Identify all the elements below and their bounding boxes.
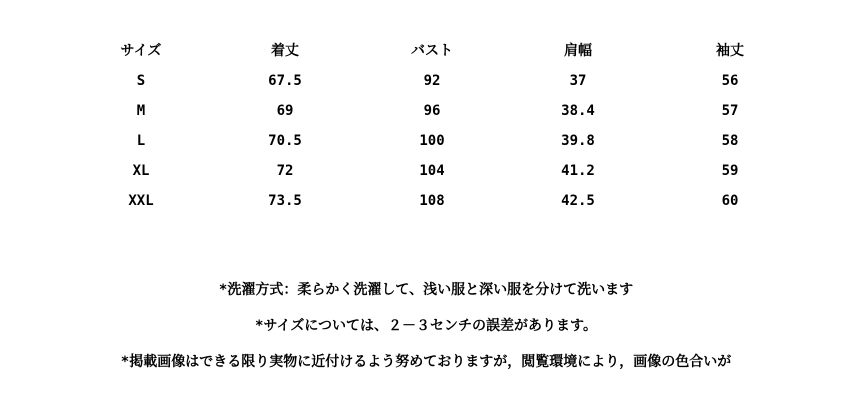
cell-shoulder: 38.4 (561, 103, 595, 119)
table-row (74, 186, 806, 216)
cell-length: 67.5 (268, 73, 302, 89)
cell-length: 73.5 (268, 193, 302, 209)
cell-sleeve: 58 (721, 133, 739, 149)
table-header-row (74, 36, 806, 66)
cell-size: XXL (128, 193, 154, 209)
header-shoulder: 肩幅 (564, 43, 592, 59)
cell-length: 69 (276, 103, 294, 119)
table-row (74, 126, 806, 156)
size-tolerance-note: *サイズについては、２－３センチの誤差があります。 (255, 318, 597, 334)
size-table (74, 36, 806, 216)
header-sleeve: 袖丈 (716, 43, 744, 59)
table-row (74, 66, 806, 96)
header-bust: バスト (411, 43, 453, 59)
header-size: サイズ (120, 43, 162, 59)
cell-sleeve: 60 (721, 193, 739, 209)
cell-size: L (136, 133, 146, 149)
cell-sleeve: 59 (721, 163, 739, 179)
cell-bust: 100 (419, 133, 445, 149)
notes-section (0, 282, 852, 390)
cell-sleeve: 57 (721, 103, 739, 119)
cell-shoulder: 41.2 (561, 163, 595, 179)
table-row (74, 96, 806, 126)
cell-size: S (136, 73, 146, 89)
cell-bust: 92 (423, 73, 441, 89)
cell-shoulder: 39.8 (561, 133, 595, 149)
cell-size: M (136, 103, 146, 119)
header-length: 着丈 (271, 43, 299, 59)
cell-bust: 104 (419, 163, 445, 179)
cell-bust: 96 (423, 103, 441, 119)
color-disclaimer-note: *掲載画像はできる限り実物に近付けるよう努めておりますが，閲覧環境により，画像の色合いが (120, 354, 732, 370)
washing-note: *洗濯方式：柔らかく洗濯して、浅い服と深い服を分けて洗います (218, 282, 634, 298)
cell-shoulder: 42.5 (561, 193, 595, 209)
cell-length: 72 (276, 163, 294, 179)
cell-shoulder: 37 (569, 73, 587, 89)
cell-bust: 108 (419, 193, 445, 209)
table-row (74, 156, 806, 186)
cell-size: XL (132, 163, 150, 179)
cell-sleeve: 56 (721, 73, 739, 89)
cell-length: 70.5 (268, 133, 302, 149)
